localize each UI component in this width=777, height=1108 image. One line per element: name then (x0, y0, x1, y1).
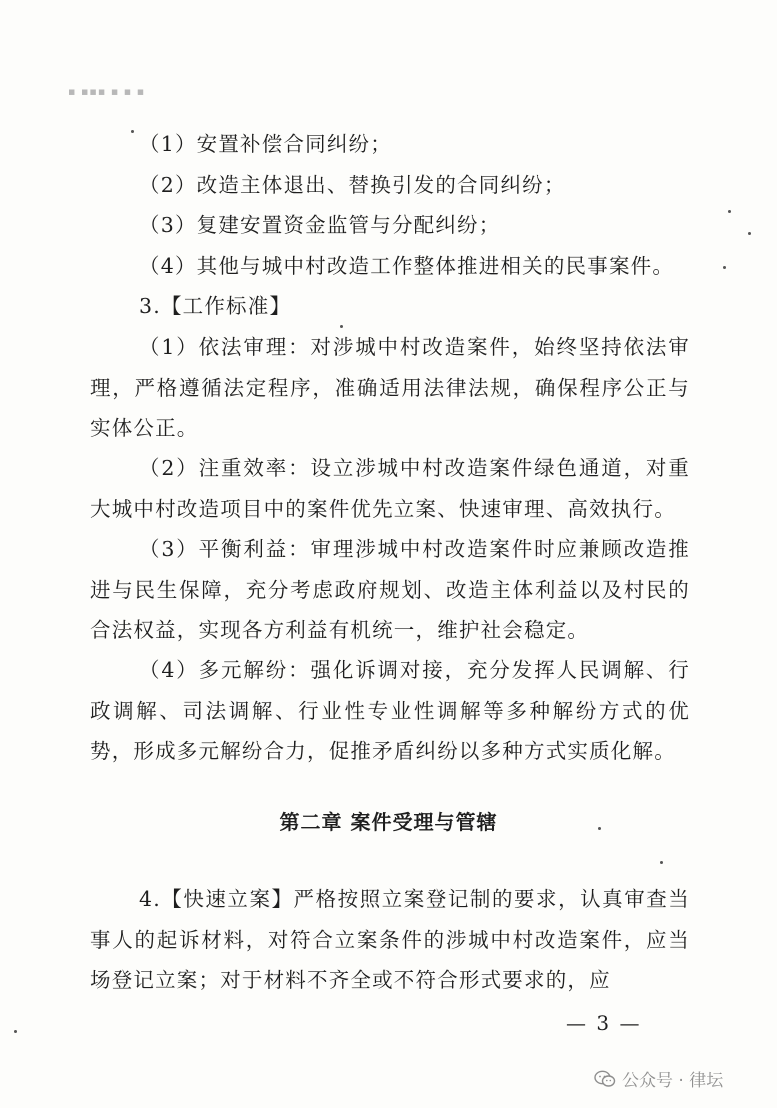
watermark-text: 公众号 · 律坛 (622, 1071, 724, 1091)
standard-1-paragraph: （1）依法审理：对涉城中村改造案件，始终坚持依法审理，严格遵循法定程序，准确适用法律法规，确保程序公正与实体公正。 (90, 335, 690, 440)
scan-speck (723, 266, 726, 269)
standard-2-paragraph: （2）注重效率：设立涉城中村改造案件绿色通道，对重大城中村改造项目中的案件优先立案、快速审理、高效执行。 (90, 456, 690, 521)
chapter-heading: 第二章 案件受理与管辖 (279, 810, 498, 834)
standard-4-paragraph: （4）多元解纷：强化诉调对接，充分发挥人民调解、行政调解、司法调解、行业性专业性调解等多种解纷方式的优势，形成多元解纷合力，促推矛盾纠纷以多种方式实质化解。 (90, 658, 690, 763)
list-item-2: （2）改造主体退出、替换引发的合同纠纷； (139, 173, 566, 197)
list-item-3: （3）复建安置资金监管与分配纠纷； (139, 213, 501, 237)
list-item-4: （4）其他与城中村改造工作整体推进相关的民事案件。 (139, 254, 675, 278)
standard-3-paragraph: （3）平衡利益：审理涉城中村改造案件时应兼顾改造推进与民生保障，充分考虑政府规划、改造主体利益以及村民的合法权益，实现各方利益有机统一，维护社会稳定。 (90, 537, 690, 642)
scan-speck (660, 861, 663, 864)
scan-artifact: ▪ ▪▪▪ ▪ ▪ ▪ (68, 85, 146, 98)
section-3-heading: 3.【工作标准】 (139, 294, 292, 318)
section-4-paragraph: 4.【快速立案】严格按照立案登记制的要求，认真审查当事人的起诉材料，对符合立案条件的涉城中村改造案件，应当场登记立案；对于材料不齐全或不符合形式要求的，应 (90, 887, 690, 992)
wechat-logo-icon (594, 1070, 616, 1088)
page-number: — 3 — (566, 1011, 642, 1035)
watermark (594, 1066, 723, 1091)
scan-speck (14, 1030, 17, 1033)
scan-speck (748, 232, 751, 235)
scan-speck (728, 210, 731, 213)
list-item-1: （1）安置补偿合同纠纷； (139, 132, 392, 156)
